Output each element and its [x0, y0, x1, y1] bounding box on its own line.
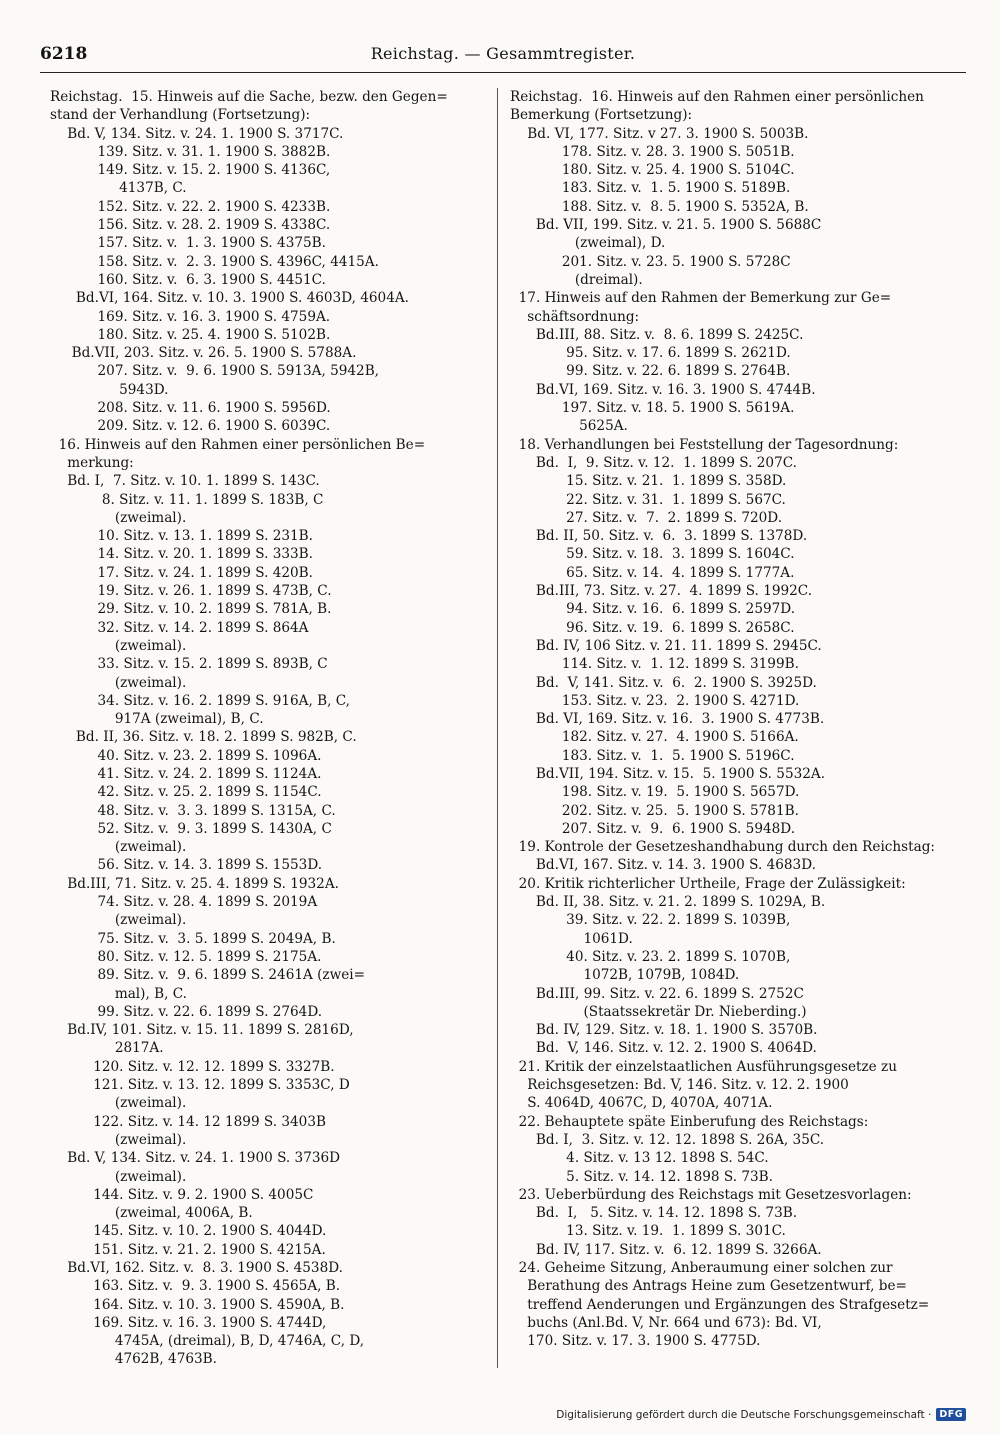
index-entry-line: 120. Sitz. v. 12. 12. 1899 S. 3327B.: [50, 1058, 335, 1075]
index-entry-line: Bd.VI, 162. Sitz. v. 8. 3. 1900 S. 4538D.: [50, 1260, 343, 1276]
index-entry-line: Bd. II, 36. Sitz. v. 18. 2. 1899 S. 982B, C.: [50, 729, 357, 746]
index-entry-line: 48. Sitz. v. 3. 3. 1899 S. 1315A, C.: [50, 802, 336, 819]
index-entry-line: Bd. IV, 106 Sitz. v. 21. 11. 1899 S. 2945C.: [510, 637, 822, 654]
index-entry-line: 40. Sitz. v. 23. 2. 1899 S. 1070B,: [510, 948, 791, 965]
footer: [556, 1408, 966, 1421]
index-entry-line: 180. Sitz. v. 25. 4. 1900 S. 5102B.: [50, 326, 331, 343]
index-entry-line: 158. Sitz. v. 2. 3. 1900 S. 4396C, 4415A.: [50, 253, 379, 270]
index-entry-line: (zweimal).: [50, 674, 187, 691]
index-entry-line: Bd.VI, 169. Sitz. v. 16. 3. 1900 S. 4744B.: [510, 381, 816, 398]
index-entry-line: 1061D.: [510, 930, 633, 947]
index-entry-line: 17. Hinweis auf den Rahmen der Bemerkung zur Ge=: [510, 290, 892, 307]
index-entry-line: Bd.VI, 164. Sitz. v. 10. 3. 1900 S. 4603D, 4604A.: [50, 290, 409, 307]
index-entry-line: 99. Sitz. v. 22. 6. 1899 S. 2764B.: [510, 363, 791, 380]
index-entry-line: Bd.IV, 101. Sitz. v. 15. 11. 1899 S. 2816D,: [50, 1022, 354, 1039]
index-entry-line: Bd.VI, 167. Sitz. v. 14. 3. 1900 S. 4683D.: [510, 857, 816, 874]
index-entry-line: 4762B, 4763B.: [50, 1351, 217, 1368]
index-entry-line: 39. Sitz. v. 22. 2. 1899 S. 1039B,: [510, 912, 791, 929]
index-entry-line: Bd.VII, 203. Sitz. v. 26. 5. 1900 S. 5788A.: [50, 345, 357, 362]
index-entry-line: 5. Sitz. v. 14. 12. 1898 S. 73B.: [510, 1168, 773, 1185]
index-entry-line: (zweimal), D.: [510, 235, 666, 252]
index-entry-line: 13. Sitz. v. 19. 1. 1899 S. 301C.: [510, 1223, 786, 1240]
index-entry-line: 34. Sitz. v. 16. 2. 1899 S. 916A, B, C,: [50, 692, 350, 709]
index-entry-line: stand der Verhandlung (Fortsetzung):: [50, 107, 311, 124]
index-entry-line: 42. Sitz. v. 25. 2. 1899 S. 1154C.: [50, 784, 322, 801]
index-entry-line: (dreimal).: [510, 271, 643, 288]
index-entry-line: 56. Sitz. v. 14. 3. 1899 S. 1553D.: [50, 857, 323, 874]
index-entry-line: 4137B, C.: [50, 180, 187, 197]
index-entry-line: 149. Sitz. v. 15. 2. 1900 S. 4136C,: [50, 162, 331, 179]
index-entry-line: 2817A.: [50, 1040, 164, 1057]
index-entry-line: 80. Sitz. v. 12. 5. 1899 S. 2175A.: [50, 948, 322, 965]
index-entry-line: Bd. V, 134. Sitz. v. 24. 1. 1900 S. 3717C.: [50, 125, 344, 142]
index-entry-line: Bd.III, 71. Sitz. v. 25. 4. 1899 S. 1932A.: [50, 875, 339, 892]
index-entry-line: 15. Sitz. v. 21. 1. 1899 S. 358D.: [510, 473, 787, 490]
index-entry-line: 17. Sitz. v. 24. 1. 1899 S. 420B.: [50, 564, 313, 581]
index-entry-line: 41. Sitz. v. 24. 2. 1899 S. 1124A.: [50, 765, 322, 782]
index-entry-line: 1072B, 1079B, 1084D.: [510, 967, 740, 984]
index-entry-line: Bd. I, 9. Sitz. v. 12. 1. 1899 S. 207C.: [510, 454, 797, 471]
index-entry-line: 8. Sitz. v. 11. 1. 1899 S. 183B, C: [50, 491, 324, 508]
index-entry-line: Bd. V, 141. Sitz. v. 6. 2. 1900 S. 3925D.: [510, 674, 817, 691]
index-entry-line: Bd. I, 7. Sitz. v. 10. 1. 1899 S. 143C.: [50, 473, 320, 490]
index-entry-line: 33. Sitz. v. 15. 2. 1899 S. 893B, C: [50, 656, 328, 673]
index-entry-line: Bd. V, 134. Sitz. v. 24. 1. 1900 S. 3736D: [50, 1150, 341, 1167]
index-entry-line: (zweimal).: [50, 912, 187, 929]
index-entry-line: 19. Sitz. v. 26. 1. 1899 S. 473B, C.: [50, 583, 332, 600]
index-entry-line: (zweimal).: [50, 839, 187, 856]
index-entry-line: 208. Sitz. v. 11. 6. 1900 S. 5956D.: [50, 400, 331, 417]
index-entry-line: 20. Kritik richterlicher Urtheile, Frage der Zulässigkeit:: [510, 875, 906, 892]
index-entry-line: 917A (zweimal), B, C.: [50, 711, 264, 728]
index-entry-line: 163. Sitz. v. 9. 3. 1900 S. 4565A, B.: [50, 1278, 341, 1295]
index-entry-line: 202. Sitz. v. 25. 5. 1900 S. 5781B.: [510, 802, 799, 819]
index-entry-line: 122. Sitz. v. 14. 12 1899 S. 3403B: [50, 1113, 326, 1130]
index-entry-line: Bemerkung (Fortsetzung):: [510, 107, 693, 124]
index-entry-line: 21. Kritik der einzelstaatlichen Ausführungsgesetze zu: [510, 1058, 897, 1075]
index-entry-line: Reichstag. 16. Hinweis auf den Rahmen einer persönlichen: [510, 89, 924, 105]
index-entry-line: Bd. IV, 117. Sitz. v. 6. 12. 1899 S. 3266A.: [510, 1241, 822, 1258]
index-entry-line: Bd. VII, 199. Sitz. v. 21. 5. 1900 S. 5688C: [510, 217, 822, 234]
left-column: [50, 88, 490, 1369]
index-entry-line: Bd.III, 99. Sitz. v. 22. 6. 1899 S. 2752C: [510, 985, 804, 1002]
index-entry-line: 178. Sitz. v. 28. 3. 1900 S. 5051B.: [510, 143, 795, 160]
index-entry-line: (Staatssekretär Dr. Nieberding.): [510, 1003, 807, 1020]
index-entry-line: 145. Sitz. v. 10. 2. 1900 S. 4044D.: [50, 1223, 327, 1240]
index-entry-line: 27. Sitz. v. 7. 2. 1899 S. 720D.: [510, 509, 783, 526]
index-entry-line: schäftsordnung:: [510, 308, 640, 325]
index-entry-line: 209. Sitz. v. 12. 6. 1900 S. 6039C.: [50, 418, 331, 435]
index-entry-line: mal), B, C.: [50, 985, 187, 1002]
index-entry-line: 40. Sitz. v. 23. 2. 1899 S. 1096A.: [50, 747, 322, 764]
index-entry-line: 114. Sitz. v. 1. 12. 1899 S. 3199B.: [510, 656, 799, 673]
index-entry-line: 156. Sitz. v. 28. 2. 1909 S. 4338C.: [50, 217, 331, 234]
index-entry-line: 74. Sitz. v. 28. 4. 1899 S. 2019A: [50, 894, 318, 911]
index-entry-line: (zweimal, 4006A, B.: [50, 1205, 253, 1222]
index-entry-line: 170. Sitz. v. 17. 3. 1900 S. 4775D.: [510, 1333, 761, 1350]
index-entry-line: Bd. IV, 129. Sitz. v. 18. 1. 1900 S. 3570B.: [510, 1022, 818, 1039]
index-entry-line: Bd.VII, 194. Sitz. v. 15. 5. 1900 S. 5532A.: [510, 765, 826, 782]
footer-credit: Digitalisierung gefördert durch die Deutsche Forschungsgemeinschaft ·: [556, 1408, 932, 1421]
index-entry-line: 169. Sitz. v. 16. 3. 1900 S. 4744D,: [50, 1314, 327, 1331]
index-entry-line: treffend Aenderungen und Ergänzungen des Strafgesetz=: [510, 1296, 930, 1313]
index-entry-line: 32. Sitz. v. 14. 2. 1899 S. 864A: [50, 619, 309, 636]
index-entry-line: 4. Sitz. v. 13 12. 1898 S. 54C.: [510, 1150, 769, 1167]
page-number: 6218: [40, 44, 88, 64]
index-entry-line: 5625A.: [510, 418, 628, 435]
index-entry-line: 89. Sitz. v. 9. 6. 1899 S. 2461A (zwei=: [50, 967, 366, 984]
index-entry-line: 183. Sitz. v. 1. 5. 1900 S. 5196C.: [510, 747, 795, 764]
index-entry-line: Berathung des Antrags Heine zum Gesetzentwurf, be=: [510, 1278, 907, 1295]
index-entry-line: 144. Sitz. v. 9. 2. 1900 S. 4005C: [50, 1186, 314, 1203]
index-entry-line: S. 4064D, 4067C, D, 4070A, 4071A.: [510, 1095, 773, 1112]
index-entry-line: Bd. VI, 169. Sitz. v. 16. 3. 1900 S. 4773B.: [510, 711, 825, 728]
index-entry-line: 52. Sitz. v. 9. 3. 1899 S. 1430A, C: [50, 820, 332, 837]
index-entry-line: 152. Sitz. v. 22. 2. 1900 S. 4233B.: [50, 198, 331, 215]
index-entry-line: 16. Hinweis auf den Rahmen einer persönlichen Be=: [50, 436, 426, 453]
running-title: Reichstag. — Gesammtregister.: [370, 44, 636, 63]
index-entry-line: 169. Sitz. v. 16. 3. 1900 S. 4759A.: [50, 308, 331, 325]
index-entry-line: 18. Verhandlungen bei Feststellung der Tagesordnung:: [510, 436, 899, 453]
index-entry-line: 121. Sitz. v. 13. 12. 1899 S. 3353C, D: [50, 1077, 350, 1094]
index-entry-line: 160. Sitz. v. 6. 3. 1900 S. 4451C.: [50, 271, 326, 288]
index-entry-line: 23. Ueberbürdung des Reichstags mit Gesetzesvorlagen:: [510, 1186, 912, 1203]
index-entry-line: 180. Sitz. v. 25. 4. 1900 S. 5104C.: [510, 162, 795, 179]
index-entry-line: 198. Sitz. v. 19. 5. 1900 S. 5657D.: [510, 784, 800, 801]
index-entry-line: 157. Sitz. v. 1. 3. 1900 S. 4375B.: [50, 235, 326, 252]
index-entry-line: Reichsgesetzen: Bd. V, 146. Sitz. v. 12. 2. 1900: [510, 1077, 849, 1094]
index-entry-line: (zweimal).: [50, 509, 187, 526]
index-entry-line: (zweimal).: [50, 1131, 187, 1148]
index-entry-line: 188. Sitz. v. 8. 5. 1900 S. 5352A, B.: [510, 198, 809, 215]
index-entry-line: 29. Sitz. v. 10. 2. 1899 S. 781A, B.: [50, 601, 332, 618]
index-entry-line: 183. Sitz. v. 1. 5. 1900 S. 5189B.: [510, 180, 791, 197]
index-entry-line: 153. Sitz. v. 23. 2. 1900 S. 4271D.: [510, 692, 800, 709]
index-entry-line: 151. Sitz. v. 21. 2. 1900 S. 4215A.: [50, 1241, 326, 1258]
index-entry-line: 139. Sitz. v. 31. 1. 1900 S. 3882B.: [50, 143, 331, 160]
index-entry-line: Bd. V, 146. Sitz. v. 12. 2. 1900 S. 4064D.: [510, 1040, 817, 1057]
index-entry-line: 94. Sitz. v. 16. 6. 1899 S. 2597D.: [510, 601, 796, 618]
index-entry-line: 75. Sitz. v. 3. 5. 1899 S. 2049A, B.: [50, 930, 336, 947]
index-entry-line: merkung:: [50, 454, 134, 471]
column-divider: [497, 88, 498, 1368]
index-entry-line: 99. Sitz. v. 22. 6. 1899 S. 2764D.: [50, 1003, 323, 1020]
index-entry-line: 5943D.: [50, 381, 169, 398]
index-entry-line: 197. Sitz. v. 18. 5. 1900 S. 5619A.: [510, 400, 795, 417]
index-entry-line: Bd.III, 73. Sitz. v. 27. 4. 1899 S. 1992C.: [510, 583, 813, 600]
index-entry-line: 65. Sitz. v. 14. 4. 1899 S. 1777A.: [510, 564, 795, 581]
index-entry-line: 14. Sitz. v. 20. 1. 1899 S. 333B.: [50, 546, 313, 563]
index-entry-line: 201. Sitz. v. 23. 5. 1900 S. 5728C: [510, 253, 791, 270]
index-entry-line: Reichstag. 15. Hinweis auf die Sache, bezw. den Gegen=: [50, 89, 448, 105]
running-header: [40, 44, 966, 73]
index-entry-line: 19. Kontrole der Gesetzeshandhabung durch den Reichstag:: [510, 839, 936, 856]
index-entry-line: 96. Sitz. v. 19. 6. 1899 S. 2658C.: [510, 619, 795, 636]
index-entry-line: 207. Sitz. v. 9. 6. 1900 S. 5913A, 5942B,: [50, 363, 380, 380]
index-entry-line: 182. Sitz. v. 27. 4. 1900 S. 5166A.: [510, 729, 799, 746]
index-entry-line: 22. Sitz. v. 31. 1. 1899 S. 567C.: [510, 491, 786, 508]
index-entry-line: 59. Sitz. v. 18. 3. 1899 S. 1604C.: [510, 546, 795, 563]
index-entry-line: (zweimal).: [50, 1095, 187, 1112]
index-entry-line: 10. Sitz. v. 13. 1. 1899 S. 231B.: [50, 528, 313, 545]
index-entry-line: 207. Sitz. v. 9. 6. 1900 S. 5948D.: [510, 820, 796, 837]
index-entry-line: Bd. VI, 177. Sitz. v 27. 3. 1900 S. 5003B.: [510, 125, 809, 142]
index-entry-line: (zweimal).: [50, 637, 187, 654]
dfg-logo-icon: DFG: [936, 1408, 966, 1421]
right-column: [510, 88, 960, 1350]
index-entry-line: 95. Sitz. v. 17. 6. 1899 S. 2621D.: [510, 345, 791, 362]
index-entry-line: Bd.III, 88. Sitz. v. 8. 6. 1899 S. 2425C.: [510, 326, 804, 343]
index-entry-line: 4745A, (dreimal), B, D, 4746A, C, D,: [50, 1333, 365, 1350]
index-entry-line: Bd. II, 50. Sitz. v. 6. 3. 1899 S. 1378D.: [510, 528, 808, 545]
index-entry-line: 22. Behauptete späte Einberufung des Reichstags:: [510, 1113, 869, 1130]
index-entry-line: Bd. II, 38. Sitz. v. 21. 2. 1899 S. 1029A, B.: [510, 894, 826, 911]
index-entry-line: (zweimal).: [50, 1168, 187, 1185]
index-entry-line: buchs (Anl.Bd. V, Nr. 664 und 673): Bd. VI,: [510, 1314, 822, 1331]
index-entry-line: Bd. I, 3. Sitz. v. 12. 12. 1898 S. 26A, 35C.: [510, 1131, 825, 1148]
index-entry-line: 24. Geheime Sitzung, Anberaumung einer solchen zur: [510, 1260, 893, 1276]
index-entry-line: 164. Sitz. v. 10. 3. 1900 S. 4590A, B.: [50, 1296, 345, 1313]
index-entry-line: Bd. I, 5. Sitz. v. 14. 12. 1898 S. 73B.: [510, 1205, 798, 1222]
